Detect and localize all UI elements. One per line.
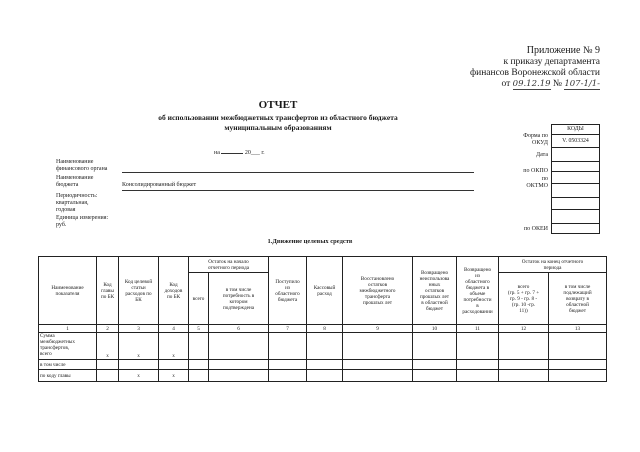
table-row <box>39 370 607 382</box>
row-cell <box>413 333 457 360</box>
row-cell <box>269 333 307 360</box>
col-number: 4 <box>159 325 189 333</box>
date-code-label: Дата <box>536 152 548 158</box>
table-row <box>39 360 607 370</box>
row-cell <box>269 360 307 370</box>
row-cell <box>499 370 549 382</box>
row-cell <box>343 333 413 360</box>
row-cell <box>269 370 307 382</box>
col-number: 9 <box>343 325 413 333</box>
budget-name-value: Консолидированный бюджет <box>122 182 197 188</box>
col-number: 3 <box>119 325 159 333</box>
row-cell <box>549 333 607 360</box>
appendix-no-label: № <box>552 79 562 89</box>
date-year: 20___ г. <box>244 150 265 156</box>
appendix-line3: финансов Воронежской области <box>469 68 600 78</box>
periodicity-label: Периодичность: квартальная, годовая <box>56 193 98 213</box>
row-cell-glava <box>97 370 119 382</box>
header-returned-from-regional: Возвращено из областного бюджета в объеме потребности в расходовании <box>457 257 499 325</box>
col-number: 10 <box>413 325 457 333</box>
row-cell <box>499 333 549 360</box>
col-number: 5 <box>189 325 209 333</box>
appendix-date: 09.12.19 <box>512 79 551 89</box>
row-cell <box>189 360 209 370</box>
appendix-line2: к приказу департамента <box>503 57 600 67</box>
col-number: 1 <box>39 325 97 333</box>
col-number: 7 <box>269 325 307 333</box>
row-cell <box>457 333 499 360</box>
row-cell-income: x <box>159 370 189 382</box>
table-row <box>39 333 607 360</box>
row-cell <box>457 370 499 382</box>
col-number: 11 <box>457 325 499 333</box>
header-restored: Восстановлено остатков межбюджетного трансферта прошлых лет <box>343 257 413 325</box>
row-cell-glava <box>97 360 119 370</box>
report-subtitle-2: муниципальным образованиям <box>224 123 332 132</box>
row-cell <box>549 370 607 382</box>
row-name: в том числе <box>39 360 97 370</box>
row-name: по коду главы <box>39 370 97 382</box>
appendix-line4 <box>502 79 601 90</box>
col-number: 13 <box>549 325 607 333</box>
codes-header: КОДЫ <box>567 126 584 132</box>
report-subtitle-1: об использовании межбюджетных трансфертов из областного бюджета <box>158 113 398 122</box>
unit-label: Единица измерения: руб. <box>56 215 109 228</box>
row-cell <box>189 333 209 360</box>
row-cell-target: x <box>119 333 159 360</box>
appendix-block <box>400 46 600 92</box>
okud-value: V. 0503324 <box>552 134 599 147</box>
header-cash-expense: Кассовый расход <box>307 257 343 325</box>
row-cell <box>209 333 269 360</box>
date-value-cell <box>552 147 599 162</box>
row-name: Сумма межбюджетных трансфертов, всего <box>39 333 97 360</box>
blank-code-cell-3 <box>552 209 599 224</box>
row-cell <box>209 360 269 370</box>
row-cell-target: x <box>119 370 159 382</box>
row-cell <box>209 370 269 382</box>
header-name: Наименование показателя <box>39 257 97 325</box>
col-number: 12 <box>499 325 549 333</box>
row-cell <box>413 370 457 382</box>
date-blank <box>221 153 243 154</box>
header-end-balance: Остаток на конец отчетного периода <box>499 257 607 273</box>
row-cell <box>189 370 209 382</box>
fin-org-label: Наименование финансового органа <box>56 159 108 172</box>
okud-label: Форма по ОКУД <box>523 133 548 146</box>
okpo-label: по ОКПО <box>523 168 548 174</box>
row-cell-income: x <box>159 333 189 360</box>
appendix-from-label: от <box>501 79 511 89</box>
transfers-table <box>38 256 607 382</box>
row-cell <box>307 360 343 370</box>
date-line <box>214 150 265 157</box>
okei-value-cell <box>552 223 599 234</box>
report-title: ОТЧЕТ <box>258 99 298 111</box>
header-income-code: Код доходов по БК <box>159 257 189 325</box>
header-returned-unused: Возвращено неиспользова нных остатков прошлых лет в областной бюджет <box>413 257 457 325</box>
row-cell <box>457 360 499 370</box>
row-cell <box>413 360 457 370</box>
row-cell <box>499 360 549 370</box>
header-start-confirmed: в том числе потребность в котором подтверждена <box>209 273 269 325</box>
row-cell <box>343 370 413 382</box>
appendix-number: 107-1/1- <box>564 79 600 89</box>
header-start-balance: Остаток на начало отчетного периода <box>189 257 269 273</box>
col-number: 6 <box>209 325 269 333</box>
section-title: 1.Движение целевых средств <box>267 238 353 245</box>
appendix-line1: Приложение № 9 <box>526 45 600 56</box>
date-prefix: на <box>214 150 220 156</box>
column-numbers-row <box>39 325 607 333</box>
budget-name-underline <box>122 190 474 191</box>
row-cell-income <box>159 360 189 370</box>
header-target-article: Код целевой статьи расходов по БК <box>119 257 159 325</box>
header-glava: Код главы по БК <box>97 257 119 325</box>
header-end-total: всего (гр. 5 + гр. 7 + гр. 9 - гр. 8 - (гр. 10 -гр. 11)) <box>499 273 549 325</box>
row-cell-glava: x <box>97 333 119 360</box>
row-cell <box>343 360 413 370</box>
header-end-to-return: в том числе подлежащий возврату в областной бюджет <box>549 273 607 325</box>
okei-label: по ОКЕИ <box>523 226 548 232</box>
col-number: 2 <box>97 325 119 333</box>
oktmo-value-cell <box>552 183 599 198</box>
codes-box <box>551 124 600 234</box>
header-start-total: всего <box>189 273 209 325</box>
budget-name-label: Наименование бюджета <box>56 175 94 188</box>
row-cell-target <box>119 360 159 370</box>
row-cell <box>307 370 343 382</box>
fin-org-underline <box>122 172 474 173</box>
col-number: 8 <box>307 325 343 333</box>
oktmo-label: по ОКТМО <box>526 176 548 189</box>
header-received: Поступило из областного бюджета <box>269 257 307 325</box>
row-cell <box>549 360 607 370</box>
row-cell <box>307 333 343 360</box>
